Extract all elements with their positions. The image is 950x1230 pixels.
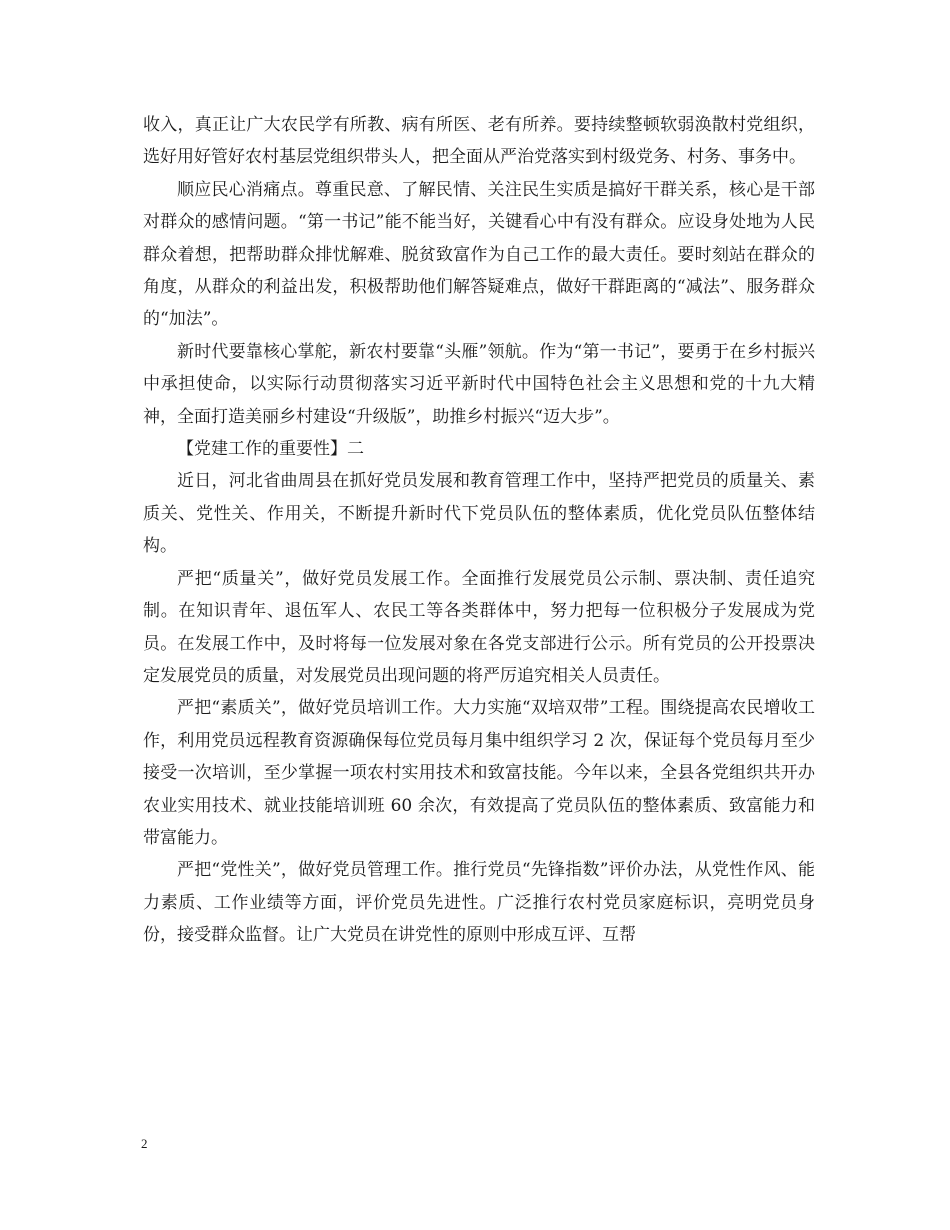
section-heading: 【党建工作的重要性】二 xyxy=(177,439,364,460)
paragraph: 近日，河北省曲周县在抓好党员发展和教育管理工作中，坚持严把党员的质量关、素质关、党性关、作用关，不断提升新时代下党员队伍的整体素质，优化党员队伍整体结构。 xyxy=(143,471,815,557)
paragraph: 新时代要靠核心掌舵，新农村要靠“头雁”领航。作为“第一书记”，要勇于在乡村振兴中承担使命，以实际行动贯彻落实习近平新时代中国特色社会主义思想和党的十九大精神，全面打造美丽乡村建设“升级版”，助推乡村振兴“迈大步”。 xyxy=(143,341,815,427)
paragraph: 严把“质量关”，做好党员发展工作。全面推行发展党员公示制、票决制、责任追究制。在知识青年、退伍军人、农民工等各类群体中，努力把每一位积极分子发展成为党员。在发展工作中，及时将每一位发展对象在各党支部进行公示。所有党员的公开投票决定发展党员的质量，对发展党员出现问题的将严厉追究相关人员责任。 xyxy=(143,568,815,686)
document-body xyxy=(143,109,815,952)
page-number: 2 xyxy=(141,1136,148,1151)
paragraph: 严把“素质关”，做好党员培训工作。大力实施“双培双带”工程。围绕提高农民增收工作，利用党员远程教育资源确保每位党员每月集中组织学习 2 次，保证每个党员每月至少接受一次培训，至少掌握一项农村实用技术和致富技能。今年以来，全县各党组织共开办农业实用技术、就业技能培训班 60 余次，有效提高了党员队伍的整体素质、致富能力和带富能力。 xyxy=(143,698,815,848)
paragraph: 顺应民心消痛点。尊重民意、了解民情、关注民生实质是搞好干群关系，核心是干部对群众的感情问题。“第一书记”能不能当好，关键看心中有没有群众。应设身处地为人民群众着想，把帮助群众排忧解难、脱贫致富作为自己工作的最大责任。要时刻站在群众的角度，从群众的利益出发，积极帮助他们解答疑难点，做好干群距离的“减法”、服务群众的“加法”。 xyxy=(143,179,815,330)
paragraph: 严把“党性关”，做好党员管理工作。推行党员“先锋指数”评价办法，从党性作风、能力素质、工作业绩等方面，评价党员先进性。广泛推行农村党员家庭标识，亮明党员身份，接受群众监督。让广大党员在讲党性的原则中形成互评、互帮 xyxy=(143,860,815,946)
paragraph: 收入，真正让广大农民学有所教、病有所医、老有所养。要持续整顿软弱涣散村党组织，选好用好管好农村基层党组织带头人，把全面从严治党落实到村级党务、村务、事务中。 xyxy=(143,115,815,168)
